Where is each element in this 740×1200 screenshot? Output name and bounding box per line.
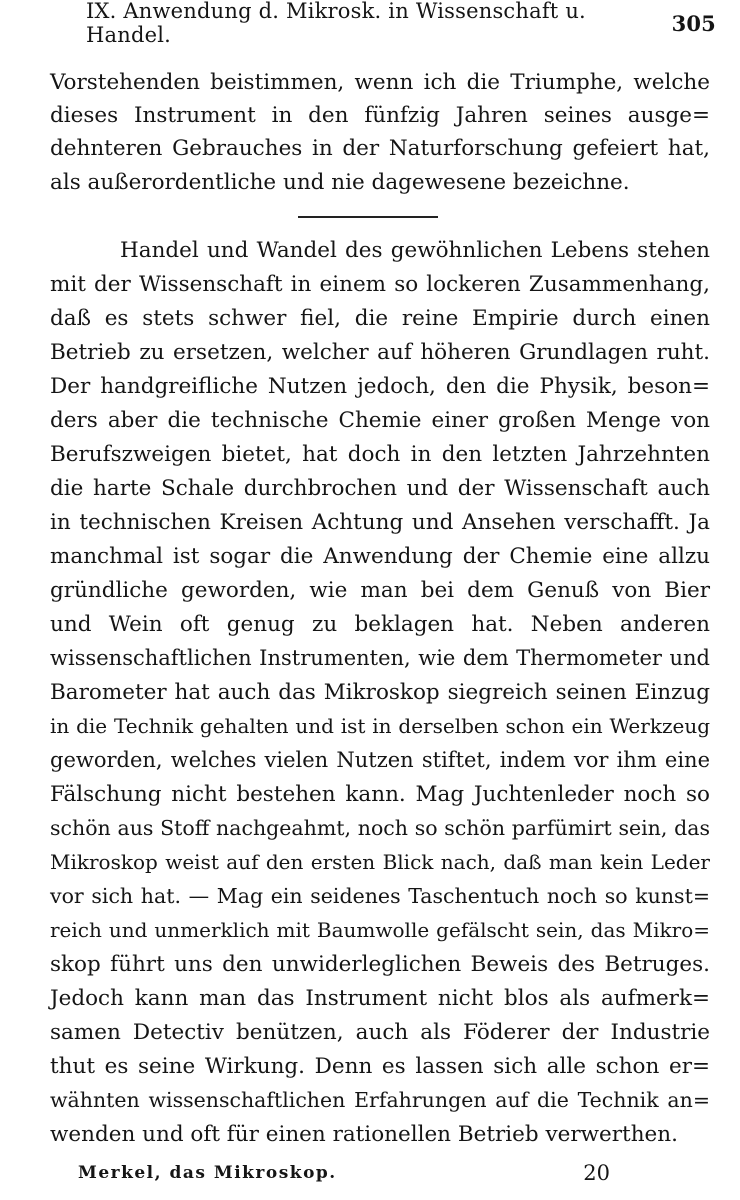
- text-line: ders aber die technische Chemie einer großen Menge von: [50, 408, 710, 433]
- sheet-number: 20: [583, 1161, 610, 1185]
- text-line: Der handgreifliche Nutzen jedoch, den die Physik, beson=: [50, 374, 710, 399]
- text-line: skop führt uns den unwiderleglichen Beweis des Betruges.: [50, 952, 710, 977]
- text-line: samen Detectiv benützen, auch als Föderer der Industrie: [50, 1020, 710, 1045]
- text-line: wissenschaftlichen Instrumenten, wie dem Thermometer und: [50, 646, 710, 670]
- signature-mark: Merkel, das Mikroskop.: [78, 1163, 337, 1183]
- text-line: wenden und oft für einen rationellen Betrieb verwerthen.: [50, 1122, 678, 1147]
- text-line: Betrieb zu ersetzen, welcher auf höheren Grundlagen ruht.: [50, 340, 710, 365]
- text-line: Handel und Wandel des gewöhnlichen Lebens stehen: [120, 238, 710, 263]
- text-line: gründliche geworden, wie man bei dem Genuß von Bier: [50, 578, 710, 603]
- text-line: daß es stets schwer fiel, die reine Empirie durch einen: [50, 306, 710, 331]
- text-line: in die Technik gehalten und ist in derselben schon ein Werkzeug: [50, 714, 710, 738]
- text-line: mit der Wissenschaft in einem so lockeren Zusammenhang,: [50, 272, 710, 297]
- running-title: IX. Anwendung d. Mikrosk. in Wissenschaft u. Handel.: [86, 0, 586, 47]
- text-line: als außerordentliche und nie dagewesene bezeichne.: [50, 170, 630, 195]
- text-line: wähnten wissenschaftlichen Erfahrungen auf die Technik an=: [50, 1088, 710, 1112]
- text-line: Jedoch kann man das Instrument nicht blos als aufmerk=: [50, 986, 710, 1011]
- text-line: dieses Instrument in den fünfzig Jahren seines ausge=: [50, 103, 710, 128]
- text-line: Barometer hat auch das Mikroskop siegreich seinen Einzug: [50, 680, 710, 705]
- text-line: Berufszweigen bietet, hat doch in den letzten Jahrzehnten: [50, 442, 710, 467]
- text-line: geworden, welches vielen Nutzen stiftet, indem vor ihm eine: [50, 748, 710, 772]
- text-line: schön aus Stoff nachgeahmt, noch so schön parfümirt sein, das: [50, 816, 710, 840]
- text-line: in technischen Kreisen Achtung und Ansehen verschafft. Ja: [50, 510, 710, 535]
- text-line: thut es seine Wirkung. Denn es lassen sich alle schon er=: [50, 1054, 710, 1079]
- page-number: 305: [671, 10, 716, 36]
- section-divider: [298, 216, 438, 218]
- running-head: [86, 0, 716, 47]
- text-line: vor sich hat. — Mag ein seidenes Taschentuch noch so kunst=: [50, 884, 710, 908]
- text-line: manchmal ist sogar die Anwendung der Chemie eine allzu: [50, 544, 710, 569]
- text-line: reich und unmerklich mit Baumwolle gefälscht sein, das Mikro=: [50, 918, 710, 942]
- text-line: Vorstehenden beistimmen, wenn ich die Triumphe, welche: [50, 70, 710, 95]
- text-line: Fälschung nicht bestehen kann. Mag Juchtenleder noch so: [50, 782, 710, 807]
- text-line: dehnteren Gebrauches in der Naturforschung gefeiert hat,: [50, 136, 710, 161]
- page-footer: [78, 1158, 610, 1188]
- text-line: und Wein oft genug zu beklagen hat. Neben anderen: [50, 612, 710, 637]
- text-line: Mikroskop weist auf den ersten Blick nach, daß man kein Leder: [50, 850, 710, 874]
- text-line: die harte Schale durchbrochen und der Wissenschaft auch: [50, 476, 710, 501]
